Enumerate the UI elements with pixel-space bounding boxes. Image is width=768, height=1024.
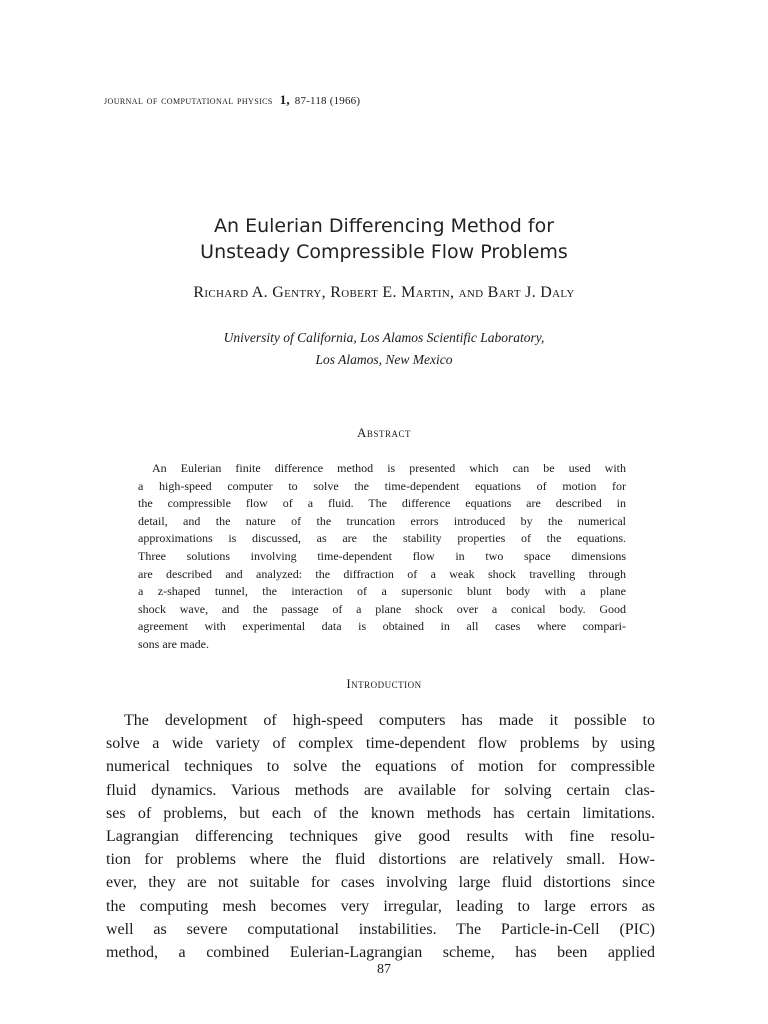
introduction-heading: Introduction [346,676,422,691]
journal-volume: 1, [279,92,290,107]
title-line-2: Unsteady Compressible Flow Problems [200,241,568,263]
abstract-body [138,460,626,654]
abstract-line: detail, and the nature of the truncation errors introduced by the numerical [138,513,626,528]
paper-title [0,213,768,265]
title-line-1: An Eulerian Differencing Method for [213,215,554,237]
abstract-line: shock wave, and the passage of a plane shock over a conical body. Good [138,601,626,616]
abstract-heading: Abstract [357,425,411,440]
intro-line: Lagrangian differencing techniques give good results with fine resolu- [106,827,655,845]
affiliation-line-2: Los Alamos, New Mexico [315,352,453,367]
journal-header [104,92,360,108]
intro-line: tion for problems where the fluid distortions are relatively small. How- [106,851,655,869]
abstract-line: are described and analyzed: the diffraction of a weak shock travelling through [138,566,626,581]
page-number: 87 [377,962,391,977]
journal-name: journal of computational physics [104,93,273,107]
abstract-line: sons are made. [138,636,209,651]
paper-authors: Richard A. Gentry, Robert E. Martin, and Bart J. Daly [193,284,575,301]
intro-line: solve a wide variety of complex time-dependent flow problems by using [106,735,655,753]
intro-line: The development of high-speed computers has made it possible to [124,712,655,729]
abstract-line: the compressible flow of a fluid. The difference equations are described in [138,496,626,511]
abstract-line: approximations is discussed, as are the stability properties of the equations. [138,531,626,546]
affiliation-line-1: University of California, Los Alamos Scientific Laboratory, [223,330,545,345]
introduction-body [106,709,655,964]
author-affiliation [0,327,768,371]
intro-line: numerical techniques to solve the equations of motion for compressible [106,758,655,776]
intro-line: well as severe computational instabilities. The Particle-in-Cell (PIC) [106,920,655,938]
abstract-line: a z-shaped tunnel, the interaction of a supersonic blunt body with a plane [138,584,626,599]
intro-line: ses of problems, but each of the known methods has certain limitations. [106,804,655,822]
abstract-line: Three solutions involving time-dependent flow in two space dimensions [138,548,626,563]
abstract-line: agreement with experimental data is obtained in all cases where compari- [138,619,626,634]
intro-line: ever, they are not suitable for cases involving large fluid distortions since [106,874,655,892]
journal-pages-year: 87-118 (1966) [294,95,361,107]
abstract-line: An Eulerian finite difference method is presented which can be used with [152,461,626,475]
intro-line: the computing mesh becomes very irregular, leading to large errors as [106,897,655,915]
intro-line: fluid dynamics. Various methods are available for solving certain clas- [106,781,655,799]
abstract-line: a high-speed computer to solve the time-dependent equations of motion for [138,478,626,493]
intro-line: method, a combined Eulerian-Lagrangian scheme, has been applied [106,943,655,961]
